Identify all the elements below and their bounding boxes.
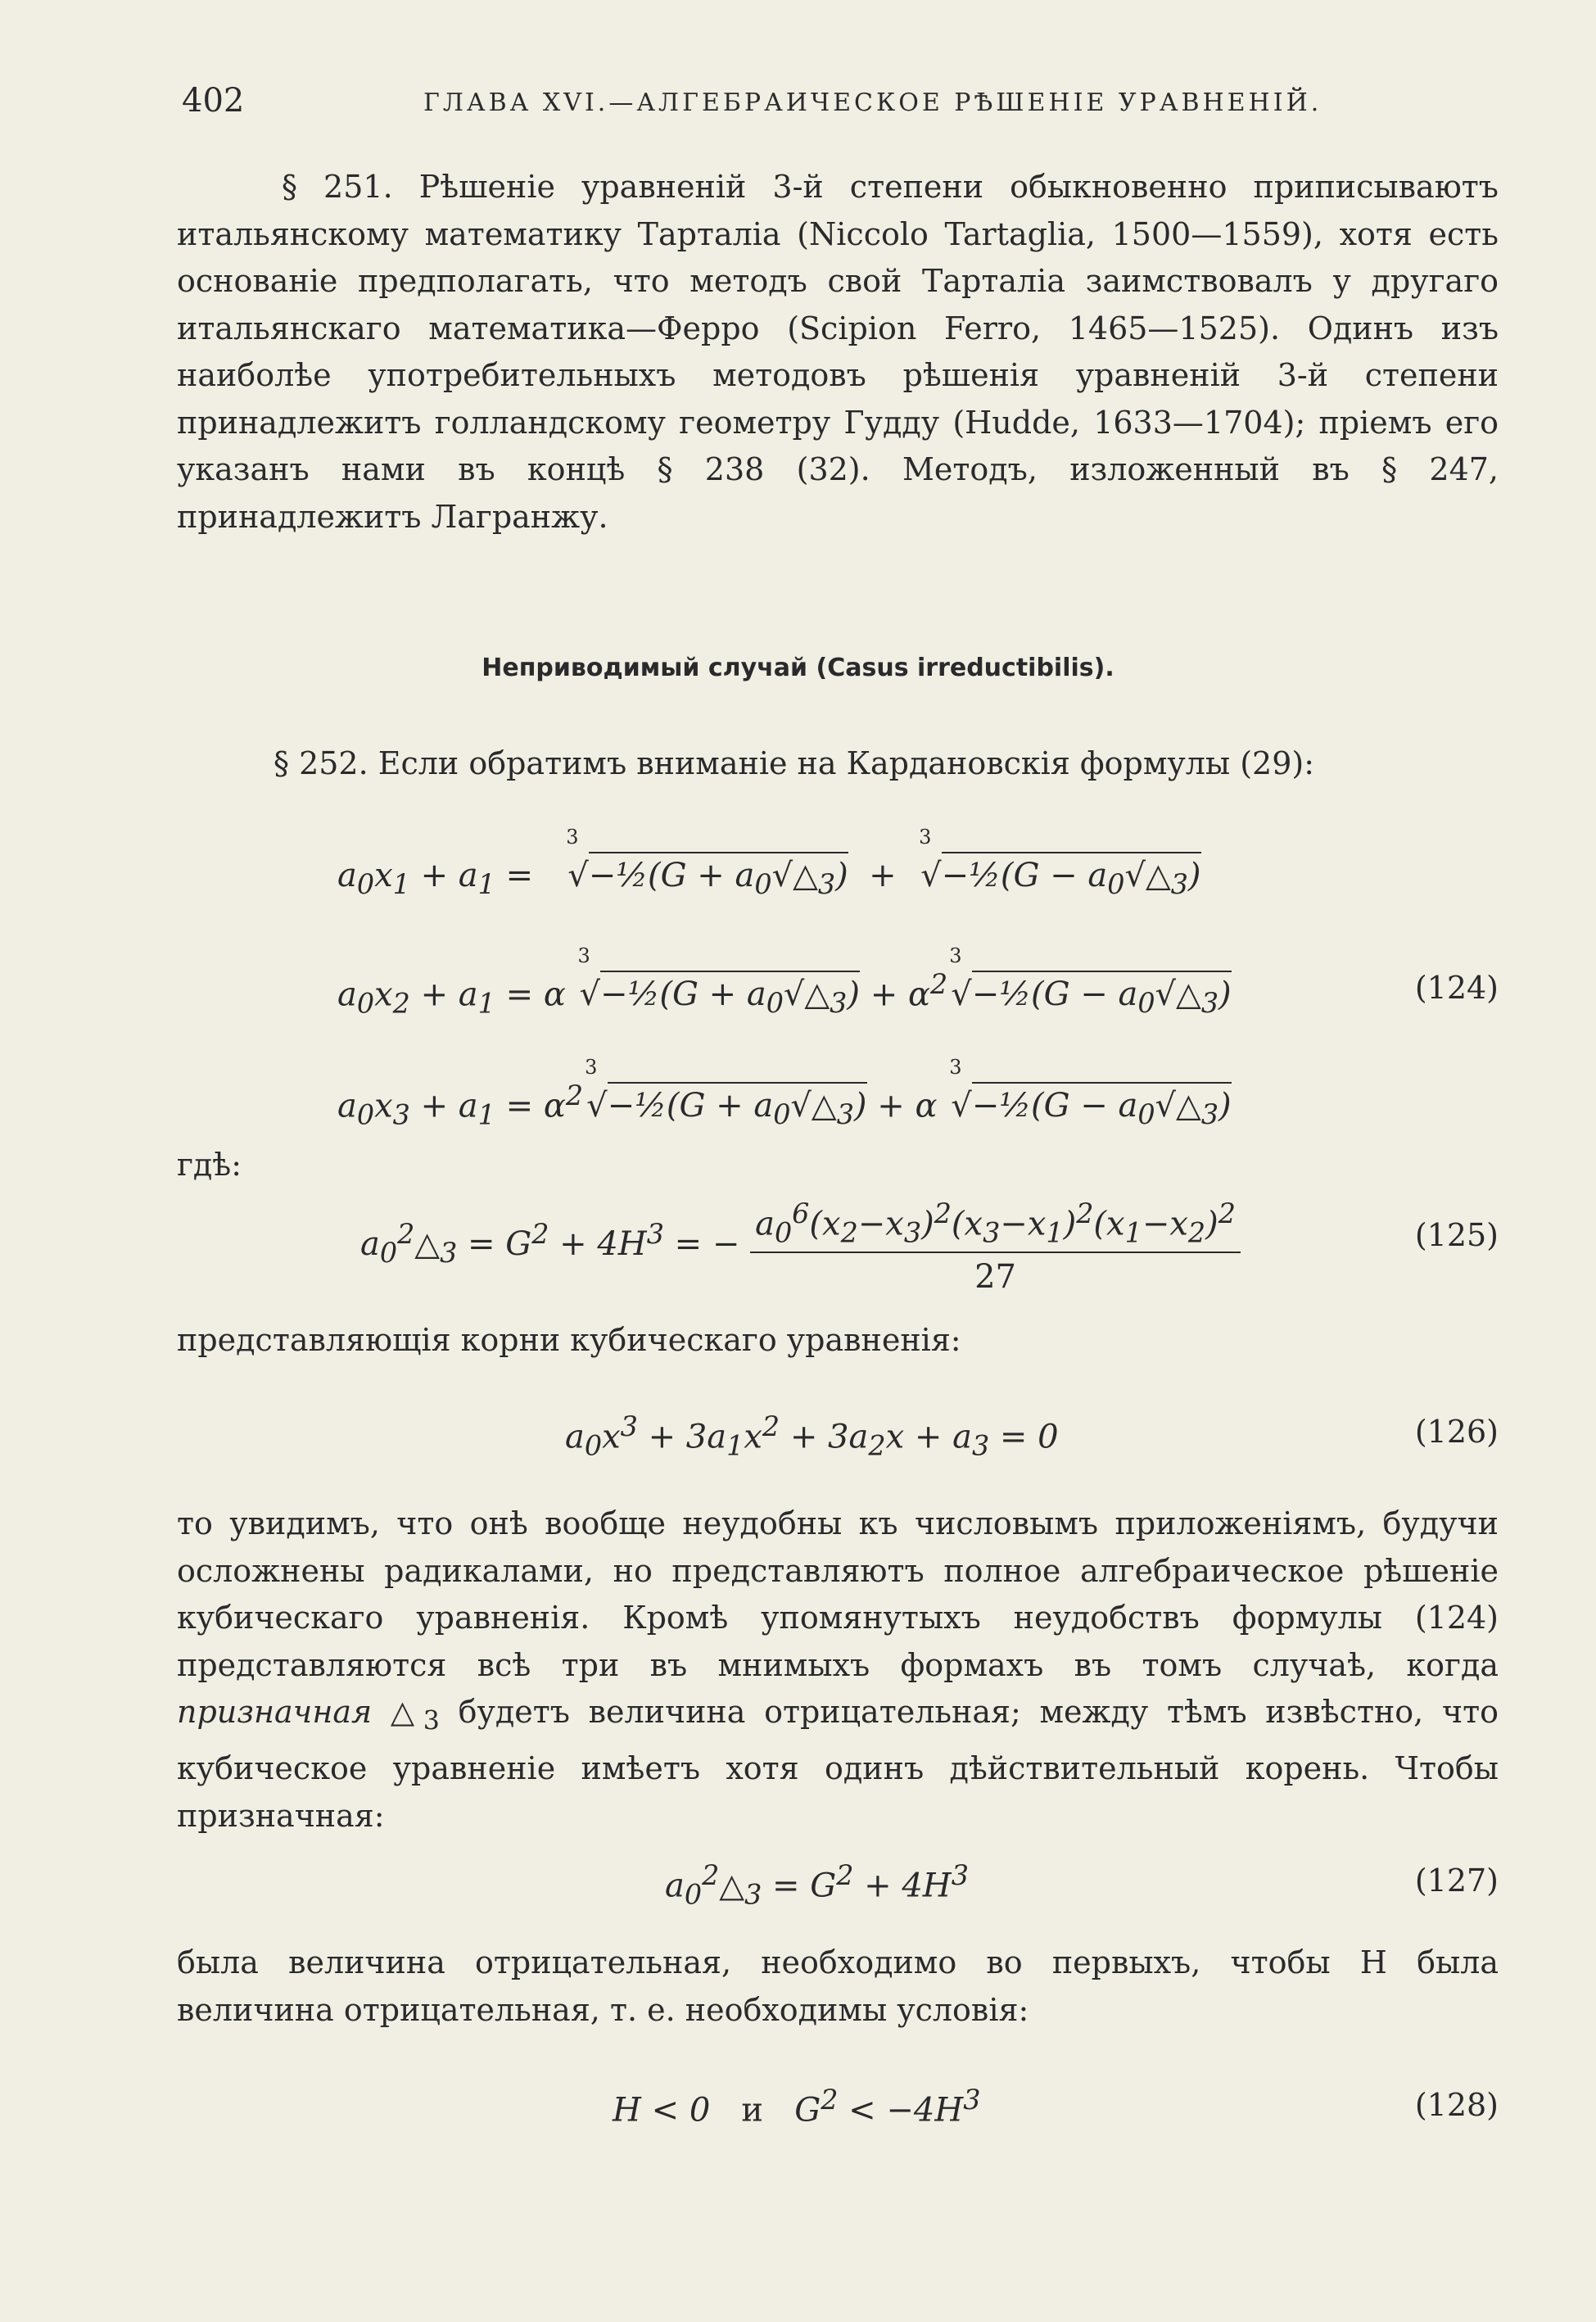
equation-126: $a_0x^3 + 3a_1x^2 + 3a_2x + a_3 = 0$	[565, 1410, 1059, 1462]
italic-term: призначная	[177, 1694, 373, 1730]
paragraph-252: § 252. Если обратимъ вниманіе на Кардановскія формулы (29):	[274, 745, 1315, 781]
equation-number-124: (124)	[1414, 970, 1499, 1006]
conjunction: и	[741, 2091, 764, 2130]
paragraph-main-part1: то увидимъ, что онѣ вообще неудобны къ числовымъ приложеніямъ, будучи осложнены радикалами, но представляютъ полное алгебраическое рѣшеніе кубическаго уравненія. Кромѣ упомянутыхъ неудобствъ формулы (124) представляются всѣ три въ мнимыхъ формахъ въ томъ случаѣ, когда	[177, 1505, 1499, 1683]
page-number: 402	[182, 82, 245, 120]
equation-124-line-3: $a_0x_3 + a_1 = \alpha^2$ 3 √−½(G + $a_0√\triangle_3) + \alpha$ 3 √−½(G − $a_0√\triangle_3$)	[337, 1056, 1232, 1131]
running-title: ГЛАВА XVI.—АЛГЕБРАИЧЕСКОЕ РѢШЕНІЕ УРАВНЕНІЙ.	[423, 88, 1322, 117]
paragraph-roots: представляющія корни кубическаго уравненія:	[177, 1322, 961, 1358]
equation-number-125: (125)	[1414, 1217, 1499, 1253]
equation-124-line-2: $a_0x_2 + a_1 = \alpha$ 3 √−½(G + $a_0√\triangle_3) + \alpha^2$ 3 √−½(G − $a_0√\triangle_3$)	[337, 944, 1232, 1020]
equation-127: $a_0^2\triangle_3 = G^2 + 4H^3$	[665, 1859, 969, 1911]
equation-number-127: (127)	[1414, 1863, 1499, 1899]
paragraph-main: то увидимъ, что онѣ вообще неудобны къ числовымъ приложеніямъ, будучи осложнены радикалами, но представляютъ полное алгебраическое рѣшеніе кубическаго уравненія. Кромѣ упомянутыхъ неудобствъ формулы (124) представляются всѣ три въ мнимыхъ формахъ въ томъ случаѣ, когда призначная $\triangle_3$ будетъ величина отрицательная; между тѣмъ извѣстно, что кубическое уравненіе имѣетъ хотя одинъ дѣйствительный корень. Чтобы призначная:	[177, 1505, 1499, 1834]
paragraph-main-part2: будетъ величина отрицательная; между тѣмъ извѣстно, что кубическое уравненіе имѣетъ хотя одинъ дѣйствительный корень. Чтобы призначная:	[177, 1694, 1499, 1834]
section-heading: Неприводимый случай (Casus irreductibilis).	[482, 654, 1114, 682]
equation-number-126: (126)	[1414, 1414, 1499, 1450]
equation-125: $a_0^2\triangle_3 = G^2 + 4H^3$ = − $\frac{a_0^6(x_2-x_3)^2(x_3-x_1)^2(x_1-x_2)^2}{27}$	[360, 1197, 1241, 1296]
fraction-denominator: 27	[974, 1258, 1016, 1297]
paragraph-last: была величина отрицательная, необходимо во первыхъ, чтобы H была величина отрицательная, т. е. необходимы условія:	[177, 1944, 1499, 2028]
where-label: гдѣ:	[177, 1147, 242, 1183]
equation-number-128: (128)	[1414, 2087, 1499, 2123]
equation-128: H < 0 и $G^2 < -4H^3$	[613, 2084, 981, 2130]
running-header	[182, 82, 1500, 131]
paragraph-251: § 251. Рѣшеніе уравненій 3-й степени обыкновенно приписываютъ итальянскому математику Тарталіа (Niccolo Tartaglia, 1500—1559), хотя есть основаніе предполагать, что методъ свой Тарталіа заимствовалъ у другаго итальянскаго математика—Ферро (Scipion Ferro, 1465—1525). Одинъ изъ наиболѣе употребительныхъ методовъ рѣшенія уравненій 3-й степени принадлежитъ голландскому геометру Гудду (Hudde, 1633—1704); пріемъ его указанъ нами въ концѣ § 238 (32). Методъ, изложенный въ § 247, принадлежитъ Лагранжу.	[177, 169, 1499, 535]
equation-124-line-1: $a_0x_1 + a_1$ = 3 √−½(G + $a_0√\triangle_3$) + 3 √−½(G − $a_0√\triangle_3$)	[337, 826, 1201, 900]
